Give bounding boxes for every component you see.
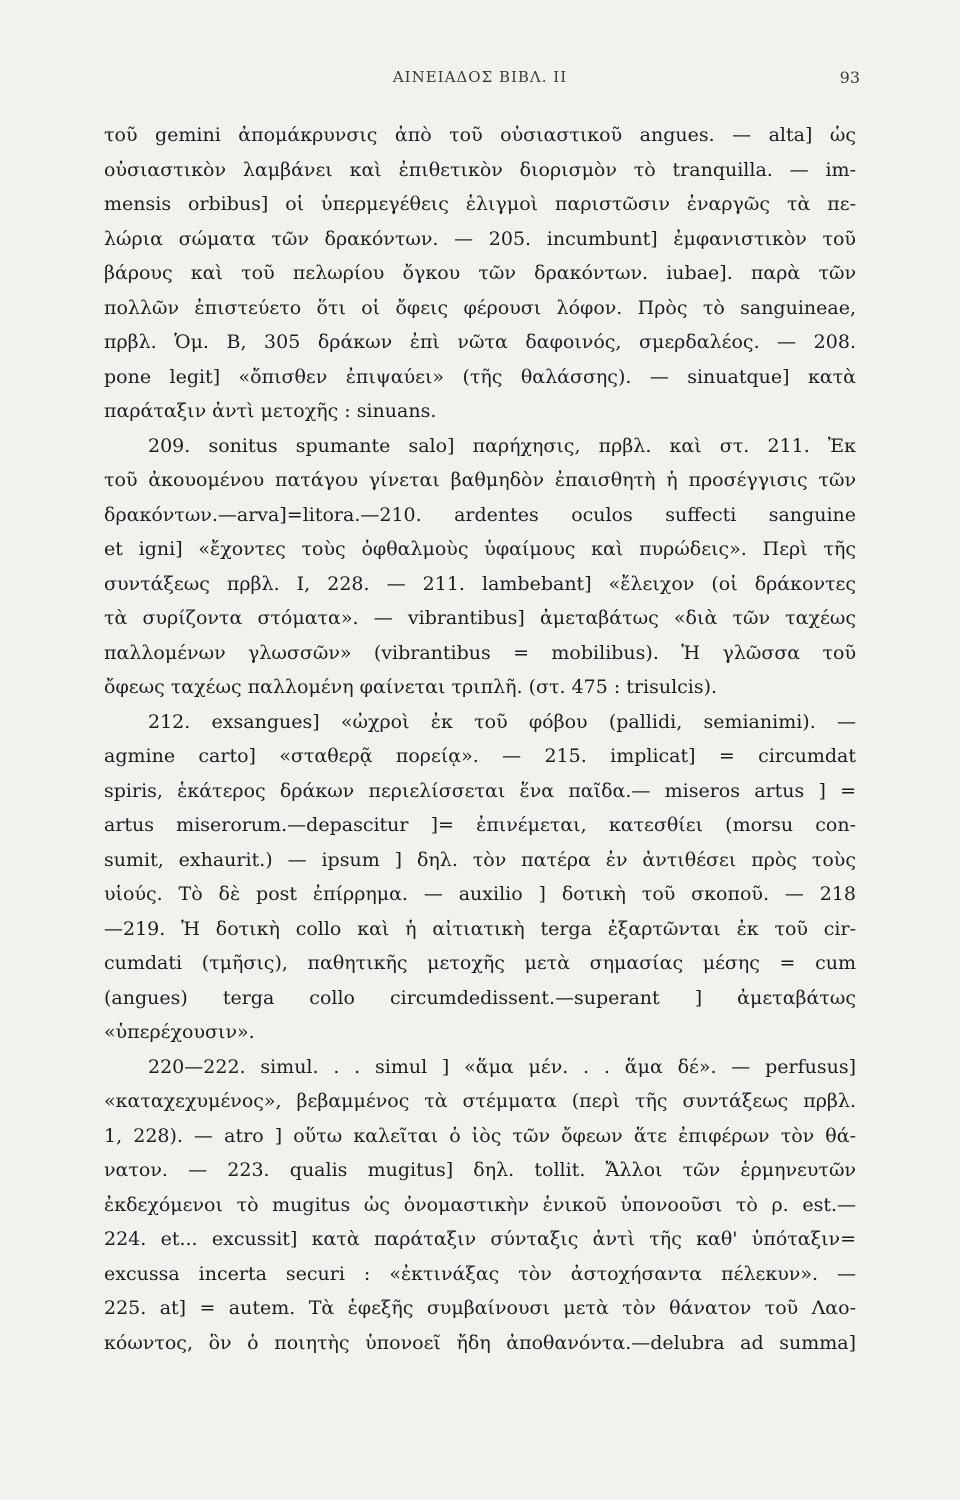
text-line: νατον. — 223. qualis mugitus] δηλ. tollit. Ἄλλοι τῶν ἑρμηνευτῶν xyxy=(104,1159,856,1181)
text-line: cumdati (τμῆσις), παθητικῆς μετοχῆς μετὰ σημασίας μέσης = cum xyxy=(104,952,856,974)
text-line: excussa incerta securi : «ἐκτινάξας τὸν ἀστοχήσαντα πέλεκυν». — xyxy=(104,1262,856,1285)
text-line: οὐσιαστικὸν λαμβάνει καὶ ἐπιθετικὸν διορισμὸν τὸ tranquilla. — im- xyxy=(104,158,856,181)
text-line: artus miserorum.—depascitur ]= ἐπινέμεται, κατεσθίει (morsu con- xyxy=(104,814,856,836)
text-line: λώρια σώματα τῶν δρακόντων. — 205. incumbunt] ἐμφανιστικὸν τοῦ xyxy=(104,227,856,250)
text-line: κόωντος, ὃν ὁ ποιητὴς ὑπονοεῖ ἤδη ἀποθανόντα.—delubra ad summa] xyxy=(104,1331,856,1354)
text-line: υἱούς. Τὸ δὲ post ἐπίρρημα. — auxilio ] δοτικὴ τοῦ σκοποῦ. — 218 xyxy=(104,883,856,905)
text-line: —219. Ἡ δοτικὴ collo καὶ ἡ αἰτιατικὴ terga ἐξαρτῶνται ἐκ τοῦ cir- xyxy=(104,917,856,940)
text-line: 220—222. simul. . . simul ] «ἅμα μέν. . . ἅμα δέ». — perfusus] xyxy=(148,1055,856,1078)
text-line: τὰ συρίζοντα στόματα». — vibrantibus] ἀμεταβάτως «διὰ τῶν ταχέως xyxy=(104,607,856,629)
text-line: πολλῶν ἐπιστεύετο ὅτι οἱ ὄφεις φέρουσι λόφον. Πρὸς τὸ sanguineae, xyxy=(104,296,856,319)
text-line: pone legit] «ὄπισθεν ἐπιψαύει» (τῆς θαλάσσης). — sinuatque] κατὰ xyxy=(104,365,856,388)
text-line: 209. sonitus spumante salo] παρήχησις, πρβλ. καὶ στ. 211. Ἐκ xyxy=(148,434,856,457)
text-line: ἐκδεχόμενοι τὸ mugitus ὡς ὀνομαστικὴν ἑνικοῦ ὑπονοοῦσι τὸ ρ. est.— xyxy=(104,1193,856,1216)
running-head xyxy=(104,64,860,114)
text-line: ὄφεως ταχέως παλλομένη φαίνεται τριπλῆ. (στ. 475 : trisulcis). xyxy=(104,676,718,698)
text-line: 212. exsangues] «ὠχροὶ ἐκ τοῦ φόβου (pallidi, semianimi). — xyxy=(148,710,856,733)
text-line: agmine carto] «σταθερᾷ πορείᾳ». — 215. implicat] = circumdat xyxy=(104,745,856,767)
text-line: (angues) terga collo circumdedissent.—superant ] ἀμεταβάτως xyxy=(104,986,856,1009)
text-line: «καταχεχυμένος», βεβαμμένος τὰ στέμματα (περὶ τῆς συντάξεως πρβλ. xyxy=(104,1090,856,1112)
text-line: mensis orbibus] οἱ ὑπερμεγέθεις ἑλιγμοὶ παριστῶσιν ἐναργῶς τὰ πε- xyxy=(104,193,856,215)
text-line: sumit, exhaurit.) — ipsum ] δηλ. τὸν πατέρα ἐν ἀντιθέσει πρὸς τοὺς xyxy=(104,848,856,871)
text-line: παλλομένων γλωσσῶν» (vibrantibus = mobilibus). Ἡ γλῶσσα τοῦ xyxy=(104,641,856,664)
commentary-text xyxy=(104,118,856,1360)
text-line: παράταξιν ἀντὶ μετοχῆς : sinuans. xyxy=(104,400,437,422)
text-line: 225. at] = autem. Τὰ ἑφεξῆς συμβαίνουσι μετὰ τὸν θάνατον τοῦ Λαο- xyxy=(104,1297,856,1319)
text-line: τοῦ ἀκουομένου πατάγου γίνεται βαθμηδὸν ἐπαισθητὴ ἡ προσέγγισις τῶν xyxy=(104,469,856,491)
text-line: δρακόντων.—arva]=litora.—210. ardentes oculos suffecti sanguine xyxy=(104,503,856,526)
text-line: spiris, ἑκάτερος δράκων περιελίσσεται ἕνα παῖδα.— miseros artus ] = xyxy=(104,779,856,802)
text-line: et igni] «ἔχοντες τοὺς ὀφθαλμοὺς ὑφαίμους καὶ πυρώδεις». Περὶ τῆς xyxy=(104,538,856,560)
text-line: 224. et... excussit] κατὰ παράταξιν σύνταξις ἀντὶ τῆς καθ' ὑπόταξιν= xyxy=(104,1228,856,1250)
page-number: 93 xyxy=(839,68,860,87)
text-line: «ὑπερέχουσιν». xyxy=(104,1021,255,1043)
running-title: ΑΙΝΕΙΑΔΟΣ ΒΙΒΛ. II xyxy=(392,68,568,86)
text-line: βάρους καὶ τοῦ πελωρίου ὄγκου τῶν δρακόντων. iubae]. παρὰ τῶν xyxy=(104,262,856,284)
text-line: πρβλ. Ὁμ. Β, 305 δράκων ἐπὶ νῶτα δαφοινός, σμερδαλέος. — 208. xyxy=(104,331,856,353)
text-line: 1, 228). — atro ] οὕτω καλεῖται ὁ ἰὸς τῶν ὄφεων ἅτε ἐπιφέρων τὸν θά- xyxy=(104,1124,856,1147)
text-line: συντάξεως πρβλ. I, 228. — 211. lambebant] «ἔλειχον (οἱ δράκοντες xyxy=(104,572,856,595)
text-line: τοῦ gemini ἀπομάκρυνσις ἀπὸ τοῦ οὐσιαστικοῦ angues. — alta] ὡς xyxy=(104,124,856,146)
